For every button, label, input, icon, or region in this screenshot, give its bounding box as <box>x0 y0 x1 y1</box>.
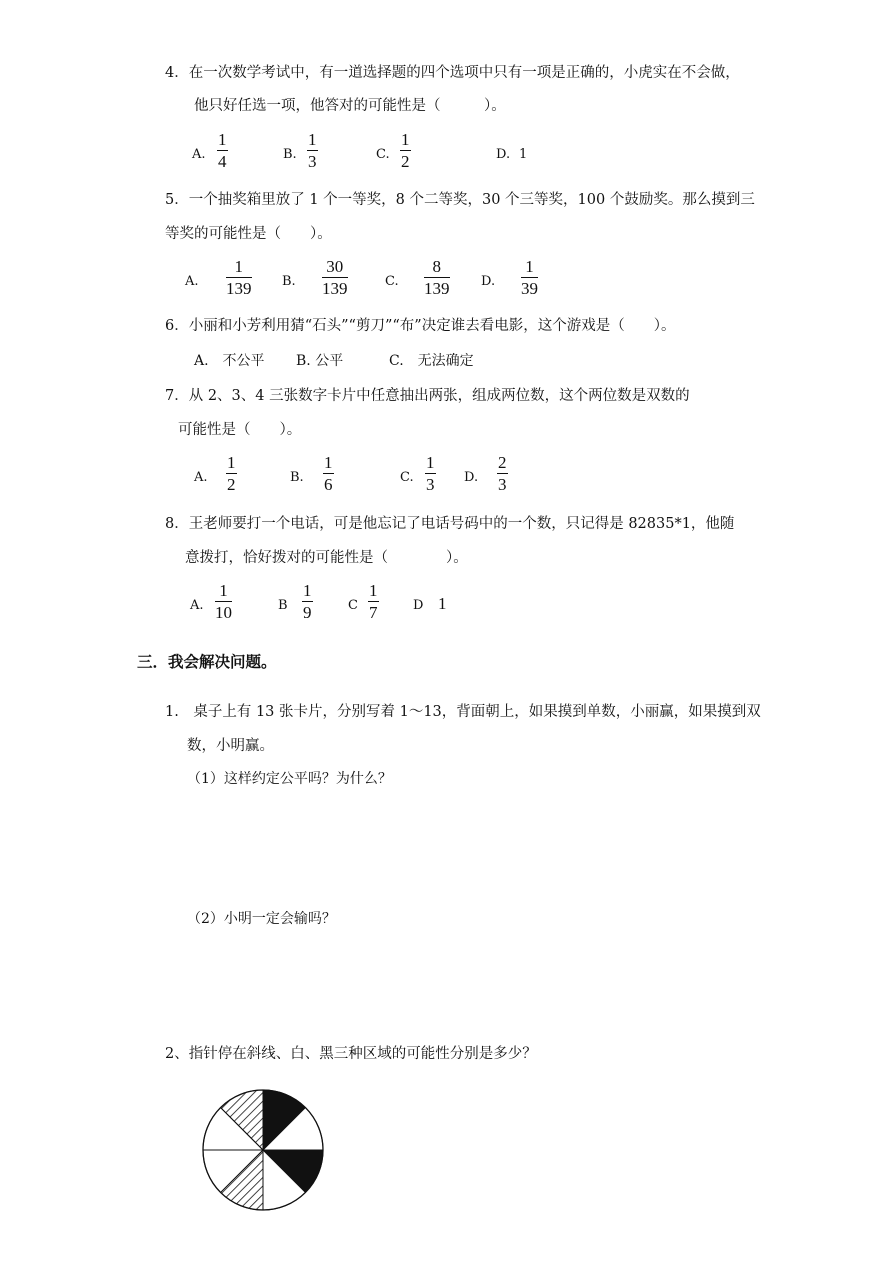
q4-option-b-num: 1 <box>308 130 317 149</box>
q5-option-b-den: 139 <box>322 279 348 298</box>
q4-option-d-value: 1 <box>519 147 528 162</box>
q5-option-d-label: D. <box>481 274 496 289</box>
q8-option-b-label: B <box>278 598 288 613</box>
q5-option-a-fraction <box>226 258 252 297</box>
q7-option-d-label: D. <box>464 470 479 485</box>
q5-option-b-fraction <box>322 258 348 297</box>
q8-option-d-label: D <box>413 598 424 613</box>
q7-option-d-den: 3 <box>498 475 507 494</box>
q6-option-b: B. 公平 <box>296 353 344 369</box>
q5-option-d-fraction <box>521 258 538 297</box>
q4-option-b-den: 3 <box>308 152 317 171</box>
q5-option-c-num: 8 <box>432 257 441 276</box>
q5-option-b-num: 30 <box>326 257 344 276</box>
q5-option-d-den: 39 <box>521 279 538 298</box>
q5-option-a-label: A. <box>185 274 199 289</box>
q8-option-a-label: A. <box>190 598 204 613</box>
q7-line1: 7．从 2、3、4 三张数字卡片中任意抽出两张，组成两位数，这个两位数是双数的 <box>165 388 690 404</box>
q5-option-c-fraction <box>424 258 450 297</box>
q8-option-c-den: 7 <box>369 603 378 622</box>
q4-option-c-den: 2 <box>401 152 410 171</box>
q7-option-b-fraction <box>323 454 334 493</box>
q8-option-a-num: 1 <box>219 581 228 600</box>
q8-option-c-fraction <box>368 582 379 621</box>
q8-option-a-fraction <box>215 582 232 621</box>
q4-option-a-label: A. <box>192 147 206 162</box>
p2-line1: 2、指针停在斜线、白、黑三种区域的可能性分别是多少？ <box>165 1046 537 1062</box>
q7-option-b-label: B. <box>290 470 304 485</box>
p1-line1: 1. 桌子上有 13 张卡片，分别写着 1～13，背面朝上，如果摸到单数，小丽赢，如果摸到双 <box>165 704 761 720</box>
q5-option-b-label: B. <box>282 274 296 289</box>
q7-option-a-den: 2 <box>227 475 236 494</box>
q7-option-c-den: 3 <box>426 475 435 494</box>
q7-option-a-label: A. <box>194 470 208 485</box>
q5-line2: 等奖的可能性是（ ）。 <box>165 226 332 242</box>
q7-option-a-fraction <box>226 454 237 493</box>
q8-option-b-fraction <box>302 582 313 621</box>
q4-option-b-label: B. <box>283 147 297 162</box>
q4-option-c-fraction <box>400 131 411 170</box>
q5-option-a-num: 1 <box>234 257 243 276</box>
q4-option-b-fraction <box>307 131 318 170</box>
q7-option-d-fraction <box>497 454 508 493</box>
q8-option-d-value: 1 <box>438 594 447 613</box>
p1-sub1: （1）这样约定公平吗？为什么？ <box>187 771 392 787</box>
q5-option-c-label: C. <box>385 274 399 289</box>
q4-option-a-fraction <box>217 131 228 170</box>
spinner-figure <box>200 1087 326 1213</box>
q4-option-d-label: D. <box>496 147 511 162</box>
q5-line1: 5．一个抽奖箱里放了 1 个一等奖，8 个二等奖，30 个三等奖，100 个鼓励奖。那么摸到三 <box>165 192 755 208</box>
q8-option-a-den: 10 <box>215 603 232 622</box>
q4-option-c-label: C. <box>376 147 390 162</box>
q6-option-a: A. 不公平 <box>194 353 265 369</box>
q6-option-c: C. 无法确定 <box>389 353 474 369</box>
q7-option-a-num: 1 <box>227 453 236 472</box>
q4-option-a-num: 1 <box>218 130 227 149</box>
p1-line2: 数，小明赢。 <box>187 738 274 754</box>
section-3-title: 三．我会解决问题。 <box>137 653 277 671</box>
q8-option-c-num: 1 <box>369 581 378 600</box>
q5-option-d-num: 1 <box>525 257 534 276</box>
q7-option-c-num: 1 <box>426 453 435 472</box>
q5-option-a-den: 139 <box>226 279 252 298</box>
q5-option-c-den: 139 <box>424 279 450 298</box>
q7-option-c-fraction <box>425 454 436 493</box>
q7-option-b-num: 1 <box>324 453 333 472</box>
q7-option-b-den: 6 <box>324 475 333 494</box>
q7-option-d-num: 2 <box>498 453 507 472</box>
q8-option-b-den: 9 <box>303 603 312 622</box>
q6-line1: 6．小丽和小芳利用猜“石头”“剪刀”“布”决定谁去看电影，这个游戏是（ ）。 <box>165 318 676 334</box>
q4-line2: 他只好任选一项，他答对的可能性是（ ）。 <box>194 98 506 114</box>
q8-option-b-num: 1 <box>303 581 312 600</box>
q7-option-c-label: C. <box>400 470 414 485</box>
q4-option-c-num: 1 <box>401 130 410 149</box>
q4-line1: 4．在一次数学考试中，有一道选择题的四个选项中只有一项是正确的，小虎实在不会做， <box>165 65 740 81</box>
q8-line2: 意拨打，恰好拨对的可能性是（ ）。 <box>185 550 468 566</box>
q4-option-a-den: 4 <box>218 152 227 171</box>
q8-line1: 8．王老师要打一个电话，可是他忘记了电话号码中的一个数，只记得是 82835*1，他随 <box>165 516 735 532</box>
q8-option-c-label: C <box>348 598 358 613</box>
p1-sub2: （2）小明一定会输吗？ <box>187 911 336 927</box>
q7-line2: 可能性是（ ）。 <box>178 422 302 438</box>
